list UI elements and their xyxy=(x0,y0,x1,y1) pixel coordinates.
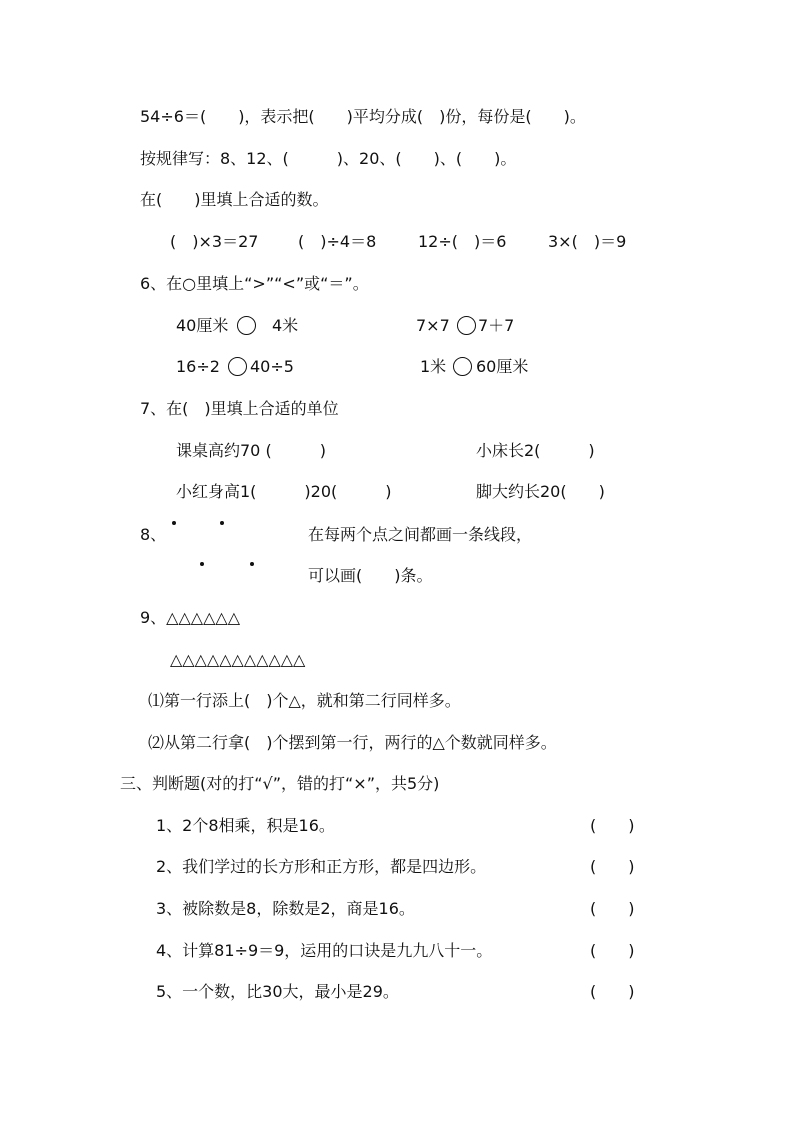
equation-1: ( )×3＝27 xyxy=(170,232,259,251)
compare-3-right: 40÷5 xyxy=(250,357,294,376)
question-9-row-2: △△△△△△△△△△△ xyxy=(170,650,306,669)
compare-4-right: 60厘米 xyxy=(476,357,529,376)
section-3-heading: 三、判断题(对的打“√”，错的打“×”，共5分) xyxy=(120,774,440,793)
judgement-4: 4、计算81÷9＝9，运用的口诀是九九八十一。 xyxy=(156,941,493,960)
compare-3-left: 16÷2 xyxy=(176,357,220,376)
unit-bed-length: 小床长2( ) xyxy=(476,441,595,460)
point-dot xyxy=(200,562,204,566)
question-8-text-2: 可以画( )条。 xyxy=(308,566,433,585)
point-dot xyxy=(172,521,176,525)
point-dot xyxy=(250,562,254,566)
unit-foot-length: 脚大约长20( ) xyxy=(476,482,605,501)
question-9-row-1: 9、△△△△△△ xyxy=(140,608,241,627)
compare-circle-icon xyxy=(457,316,476,335)
answer-paren: ( ) xyxy=(590,982,635,1001)
question-9-sub-2: ⑵从第二行拿( )个摆到第一行，两行的△个数就同样多。 xyxy=(148,733,557,752)
judgement-1: 1、2个8相乘，积是16。 xyxy=(156,816,335,835)
unit-desk-height: 课桌高约70 ( ) xyxy=(176,441,326,460)
compare-1-right: 4米 xyxy=(272,316,299,335)
compare-2-left: 7×7 xyxy=(416,316,450,335)
fill-blank-instruction: 在( )里填上合适的数。 xyxy=(140,190,329,209)
compare-circle-icon xyxy=(237,316,256,335)
compare-4-left: 1米 xyxy=(420,357,447,376)
equation-4: 3×( )＝9 xyxy=(548,232,627,251)
question-7-title: 7、在( )里填上合适的单位 xyxy=(140,399,339,418)
point-dot xyxy=(220,521,224,525)
judgement-3: 3、被除数是8，除数是2，商是16。 xyxy=(156,899,415,918)
compare-circle-icon xyxy=(228,357,247,376)
question-8-text-1: 在每两个点之间都画一条线段， xyxy=(308,525,533,544)
question-9-sub-1: ⑴第一行添上( )个△，就和第二行同样多。 xyxy=(148,691,461,710)
answer-paren: ( ) xyxy=(590,816,635,835)
judgement-5: 5、一个数，比30大，最小是29。 xyxy=(156,982,399,1001)
unit-height: 小红身高1( )20( ) xyxy=(176,482,392,501)
fill-blank-pattern: 按规律写：8、12、( )、20、( )、( )。 xyxy=(140,149,517,168)
answer-paren: ( ) xyxy=(590,857,635,876)
fill-blank-division-meaning: 54÷6＝( )，表示把( )平均分成( )份，每份是( )。 xyxy=(140,107,586,126)
compare-circle-icon xyxy=(453,357,472,376)
question-6-title: 6、在○里填上“>”“<”或“＝”。 xyxy=(140,274,369,293)
answer-paren: ( ) xyxy=(590,941,635,960)
equation-3: 12÷( )＝6 xyxy=(418,232,507,251)
equation-2: ( )÷4＝8 xyxy=(298,232,377,251)
question-8-number: 8、 xyxy=(140,525,167,544)
answer-paren: ( ) xyxy=(590,899,635,918)
judgement-2: 2、我们学过的长方形和正方形，都是四边形。 xyxy=(156,857,487,876)
compare-1-left: 40厘米 xyxy=(176,316,229,335)
compare-2-right: 7＋7 xyxy=(478,316,515,335)
